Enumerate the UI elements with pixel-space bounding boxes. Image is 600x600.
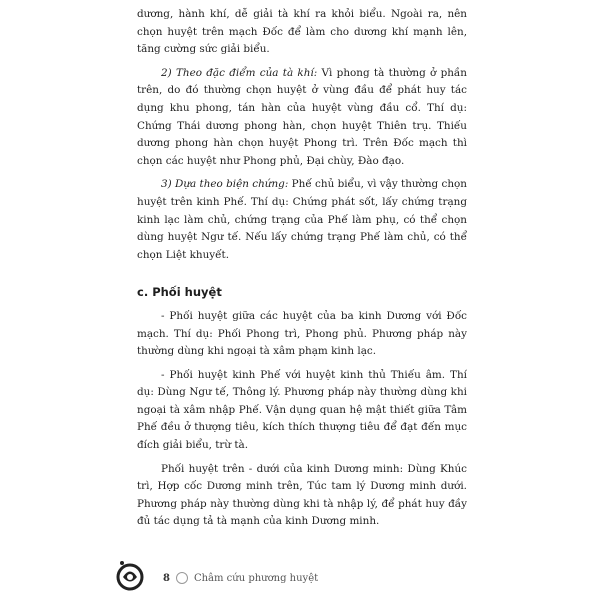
paragraph-2-text: Phế chủ biểu, vì vậy thường chọn huyệt trên kinh Phế. Thí dụ: Chứng phát sốt, lấy chứng trạng kinh lạc làm chủ, chứng trạng của Phế làm phụ, có thể chọn dùng huyệt Ngư tế. Nếu lấy chứng trạng Phế làm chủ, có thể chọn Liệt khuyết. [137,178,467,261]
paragraph-1-text: Vì phong tà thường ở phần trên, do đó thường chọn huyệt ở vùng đầu để phát huy tác dụng khu phong, tán hàn của huyệt vùng đầu cổ. Thí dụ: Chứng Thái dương phong hàn, chọn huyệt Thiên trụ. Thiếu dương phong hàn chọn huyệt Phong trì. Trên Đốc mạch thì chọn các huyệt như Phong phủ, Đại chùy, Đào đạo. [137,66,467,167]
section-heading: c. Phối huyệt [137,285,222,300]
circle-ornament-icon [176,572,188,584]
body-text [137,6,467,537]
page-footer [137,567,318,589]
paragraph-2-label: 3) Dựa theo biện chứng: [161,178,289,191]
paragraph-4: - Phối huyệt kinh Phế với huyệt kinh thủ Thiếu âm. Thí dụ: Dùng Ngư tế, Thông lý. Phương pháp này thường dùng khi ngoại tà xâm nhập Phế. Vận dụng quan hệ mật thiết giữa Tâm Phế đều ở thượng tiêu, kích thích thượng tiêu để đạt đến mục đích giải biểu, trừ tà. [137,368,467,452]
running-title: Châm cứu phương huyệt [193,572,319,584]
paragraph-1 [137,65,467,171]
paragraph-1-label: 2) Theo đặc điểm của tà khí: [161,66,318,79]
paragraph-2 [137,176,467,264]
paragraph-3: - Phối huyệt giữa các huyệt của ba kinh Dương với Đốc mạch. Thí dụ: Phối Phong trì, Phong phủ. Phương pháp này thường dùng khi ngoại tà xâm phạm kinh lạc. [137,309,467,358]
page-number: 8 [163,572,170,584]
paragraph-5: Phối huyệt trên - dưới của kinh Dương minh: Dùng Khúc trì, Hợp cốc Dương minh trên, Túc tam lý Dương minh dưới. Phương pháp này thường dùng khi tà nhập lý, để phát huy đầy đủ tác dụng tả tà mạnh của kinh Dương minh. [137,462,467,528]
paragraph-0: dương, hành khí, dễ giải tà khí ra khỏi biểu. Ngoài ra, nên chọn huyệt trên mạch Đốc để làm cho dương khí mạnh lên, tăng cường sức giải biểu. [137,8,467,56]
